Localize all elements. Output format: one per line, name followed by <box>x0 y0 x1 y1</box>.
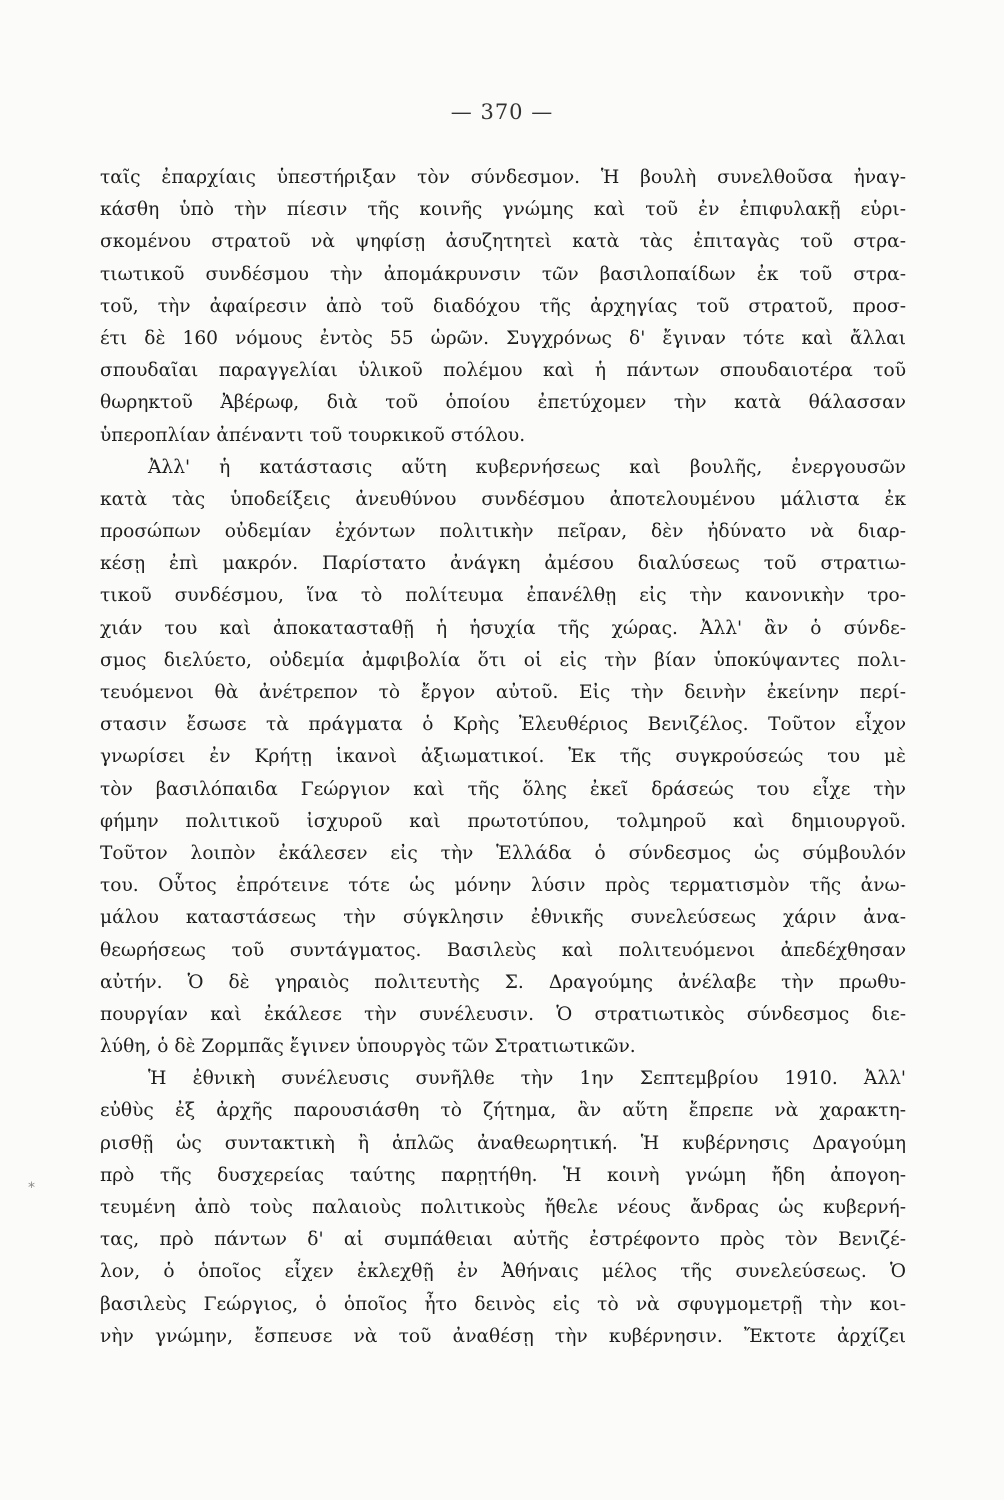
text-line: γνωρίσει ἐν Κρήτῃ ἱκανοὶ ἀξιωματικοί. Ἐκ τῆς συγκρούσεώς του μὲ <box>100 746 906 768</box>
text-line: θεωρήσεως τοῦ συντάγματος. Βασιλεὺς καὶ πολιτευόμενοι ἀπεδέχθησαν <box>100 939 906 961</box>
body-text <box>100 162 906 1353</box>
text-line: κέσῃ ἐπὶ μακρόν. Παρίστατο ἀνάγκη ἀμέσου διαλύσεως τοῦ στρατιω- <box>100 553 906 575</box>
text-line: θωρηκτοῦ Ἀβέρωφ, διὰ τοῦ ὁποίου ἐπετύχομεν τὴν κατὰ θάλασσαν <box>100 392 906 414</box>
text-line: εὐθὺς ἐξ ἀρχῆς παρουσιάσθη τὸ ζήτημα, ἂν αὕτη ἔπρεπε νὰ χαρακτη- <box>100 1100 906 1122</box>
text-line: λύθη, ὁ δὲ Ζορμπᾶς ἔγινεν ὑπουργὸς τῶν Στρατιωτικῶν. <box>100 1036 636 1058</box>
text-line: τικοῦ συνδέσμου, ἵνα τὸ πολίτευμα ἐπανέλθῃ εἰς τὴν κανονικὴν τρο- <box>100 585 906 607</box>
page-number: — 370 — <box>450 100 554 124</box>
text-line: Ἀλλ' ἡ κατάστασις αὕτη κυβερνήσεως καὶ βουλῆς, ἐνεργουσῶν <box>148 456 906 478</box>
text-line: έτι δὲ 160 νόμους ἐντὸς 55 ὡρῶν. Συγχρόνως δ' ἔγιναν τότε καὶ ἄλλαι <box>100 327 906 349</box>
text-line: βασιλεὺς Γεώργιος, ὁ ὁποῖος ἦτο δεινὸς εἰς τὸ νὰ σφυγμομετρῇ τὴν κοι- <box>100 1293 906 1315</box>
text-line: αὐτήν. Ὁ δὲ γηραιὸς πολιτευτὴς Σ. Δραγούμης ἀνέλαβε τὴν πρωθυ- <box>100 971 906 993</box>
text-line: σκομένου στρατοῦ νὰ ψηφίσῃ ἀσυζητητεὶ κατὰ τὰς ἐπιταγὰς τοῦ στρα- <box>100 231 906 253</box>
text-line: μάλου καταστάσεως τὴν σύγκλησιν ἐθνικῆς συνελεύσεως χάριν ἀνα- <box>100 907 906 929</box>
text-line: τὸν βασιλόπαιδα Γεώργιον καὶ τῆς ὅλης ἐκεῖ δράσεώς του εἶχε τὴν <box>100 778 906 800</box>
text-line: Ἡ ἐθνικὴ συνέλευσις συνῆλθε τὴν 1ην Σεπτεμβρίου 1910. Ἀλλ' <box>148 1068 906 1090</box>
text-line: τοῦ, τὴν ἀφαίρεσιν ἀπὸ τοῦ διαδόχου τῆς ἀρχηγίας τοῦ στρατοῦ, προσ- <box>100 295 906 317</box>
text-line: τευμένη ἀπὸ τοὺς παλαιοὺς πολιτικοὺς ἤθελε νέους ἄνδρας ὡς κυβερνή- <box>100 1197 906 1218</box>
text-line: φήμην πολιτικοῦ ἰσχυροῦ καὶ πρωτοτύπου, τολμηροῦ καὶ δημιουργοῦ. <box>100 810 906 832</box>
text-line: ὑπεροπλίαν ἀπέναντι τοῦ τουρκικοῦ στόλου. <box>100 424 526 446</box>
text-line: ρισθῇ ὡς συντακτικὴ ἢ ἁπλῶς ἀναθεωρητική. Ἡ κυβέρνησις Δραγούμη <box>100 1132 906 1154</box>
text-line: στασιν ἔσωσε τὰ πράγματα ὁ Κρὴς Ἐλευθέριος Βενιζέλος. Τοῦτον εἶχον <box>100 714 906 736</box>
text-line: τας, πρὸ πάντων δ' αἱ συμπάθειαι αὐτῆς ἐστρέφοντο πρὸς τὸν Βενιζέ- <box>100 1229 906 1251</box>
text-line: Τοῦτον λοιπὸν ἐκάλεσεν εἰς τὴν Ἑλλάδα ὁ σύνδεσμος ὡς σύμβουλόν <box>100 842 906 864</box>
text-line: τιωτικοῦ συνδέσμου τὴν ἀπομάκρυνσιν τῶν βασιλοπαίδων ἐκ τοῦ στρα- <box>100 263 906 285</box>
text-line: λον, ὁ ὁποῖος εἶχεν ἐκλεχθῇ ἐν Ἀθήναις μέλος τῆς συνελεύσεως. Ὁ <box>100 1261 906 1283</box>
text-line: τευόμενοι θὰ ἀνέτρεπον τὸ ἔργον αὐτοῦ. Εἰς τὴν δεινὴν ἐκείνην περί- <box>100 682 906 703</box>
text-line: κάσθη ὑπὸ τὴν πίεσιν τῆς κοινῆς γνώμης καὶ τοῦ ἐν ἐπιφυλακῇ εὑρι- <box>100 199 906 221</box>
text-line: πρὸ τῆς δυσχερείας ταύτης παρῃτήθη. Ἡ κοινὴ γνώμη ἤδη ἀπογοη- <box>100 1164 906 1186</box>
text-line: ταῖς ἐπαρχίαις ὑπεστήριξαν τὸν σύνδεσμον. Ἡ βουλὴ συνελθοῦσα ἠναγ- <box>100 167 906 188</box>
text-line: χιάν του καὶ ἀποκατασταθῇ ἡ ἡσυχία τῆς χώρας. Ἀλλ' ἂν ὁ σύνδε- <box>100 617 906 639</box>
text-line: προσώπων οὐδεμίαν ἐχόντων πολιτικὴν πεῖραν, δὲν ἠδύνατο νὰ διαρ- <box>100 521 906 543</box>
text-line: κατὰ τὰς ὑποδείξεις ἀνευθύνου συνδέσμου ἀποτελουμένου μάλιστα ἐκ <box>100 488 906 510</box>
text-line: του. Οὗτος ἐπρότεινε τότε ὡς μόνην λύσιν πρὸς τερματισμὸν τῆς ἀνω- <box>100 875 906 897</box>
text-line: πουργίαν καὶ ἐκάλεσε τὴν συνέλευσιν. Ὁ στρατιωτικὸς σύνδεσμος διε- <box>100 1003 906 1025</box>
text-line: νὴν γνώμην, ἔσπευσε νὰ τοῦ ἀναθέσῃ τὴν κυβέρνησιν. Ἔκτοτε ἀρχίζει <box>100 1325 906 1347</box>
text-line: σπουδαῖαι παραγγελίαι ὑλικοῦ πολέμου καὶ ἡ πάντων σπουδαιοτέρα τοῦ <box>100 360 906 382</box>
text-line: σμος διελύετο, οὐδεμία ἀμφιβολία ὅτι οἱ εἰς τὴν βίαν ὑποκύψαντες πολι- <box>100 649 906 671</box>
margin-mark: * <box>28 1180 35 1196</box>
